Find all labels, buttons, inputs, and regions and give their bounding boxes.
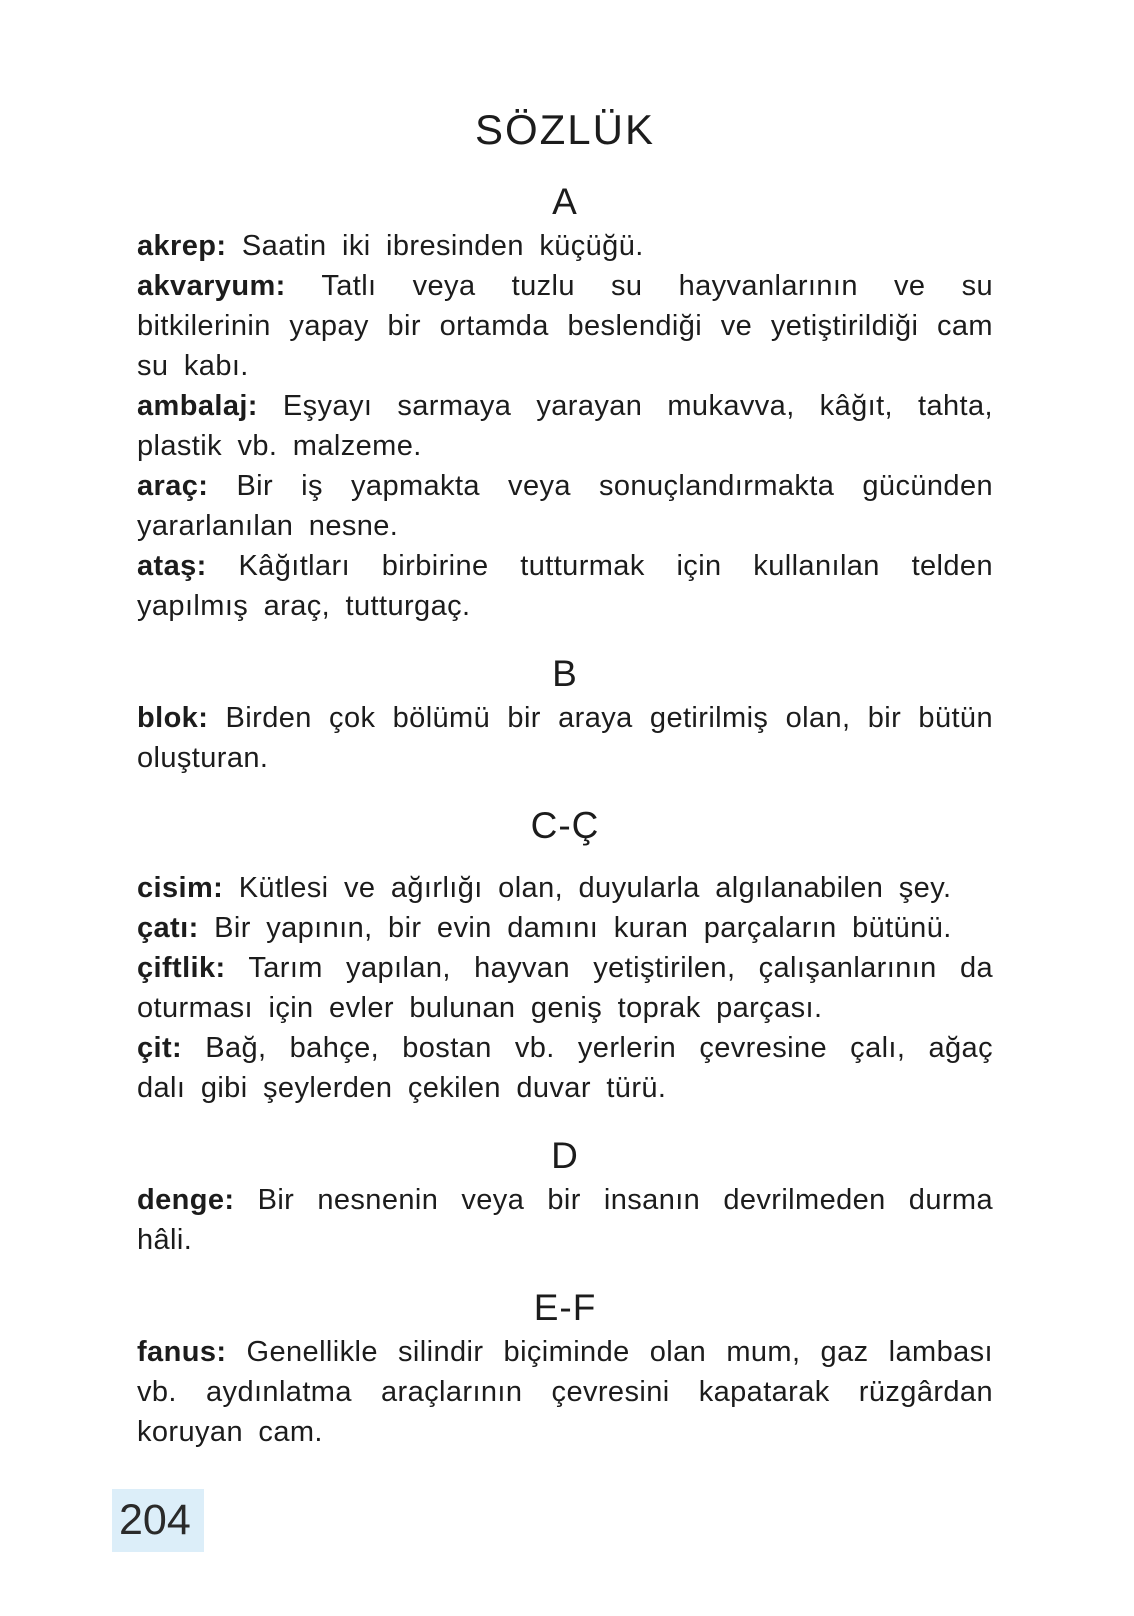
entry-term: ambalaj: [137, 390, 258, 422]
dictionary-entry [137, 266, 993, 386]
dictionary-section [137, 806, 993, 1108]
dictionary-entry [137, 546, 993, 626]
section-entries [137, 1332, 993, 1452]
dictionary-section [137, 654, 993, 778]
entry-term: fanus: [137, 1336, 227, 1368]
sections-container [137, 182, 993, 1452]
section-entries [137, 226, 993, 626]
text-column [137, 0, 993, 1452]
entry-definition: Bir yapının, bir evin damını kuran parçaların bütünü. [214, 912, 952, 944]
dictionary-section [137, 182, 993, 626]
dictionary-entry [137, 948, 993, 1028]
entry-definition: Kütlesi ve ağırlığı olan, duyularla algılanabilen şey. [238, 872, 952, 904]
page-number: 204 [112, 1489, 204, 1552]
page-title: SÖZLÜK [474, 106, 656, 153]
entry-term: akrep: [137, 230, 227, 262]
entry-definition: Bağ, bahçe, bostan vb. yerlerin çevresine çalı, ağaç dalı gibi şeylerden çekilen duvar türü. [137, 1032, 993, 1104]
entry-term: denge: [137, 1184, 235, 1216]
entry-term: akvaryum: [137, 270, 286, 302]
section-letter: C-Ç [530, 805, 600, 846]
dictionary-section [137, 1288, 993, 1452]
entry-definition: Tatlı veya tuzlu su hayvanlarının ve su bitkilerinin yapay bir ortamda beslendiği ve yetiştirildiği cam su kabı. [137, 270, 994, 382]
entry-definition: Bir nesnenin veya bir insanın devrilmeden durma hâli. [137, 1184, 993, 1256]
entry-definition: Genellikle silindir biçiminde olan mum, gaz lambası vb. aydınlatma araçlarının çevresini kapatarak rüzgârdan koruyan cam. [137, 1336, 993, 1448]
dictionary-entry [137, 386, 993, 466]
dictionary-entry [137, 466, 993, 546]
entry-term: araç: [137, 470, 209, 502]
section-letter: A [552, 181, 578, 222]
entry-definition: Kâğıtları birbirine tutturmak için kullanılan telden yapılmış araç, tutturgaç. [137, 550, 993, 622]
entry-term: çatı: [137, 912, 199, 944]
dictionary-entry [137, 226, 993, 266]
section-letter: D [551, 1135, 579, 1176]
dictionary-entry [137, 1180, 993, 1260]
entry-definition: Eşyayı sarmaya yarayan mukavva, kâğıt, tahta, plastik vb. malzeme. [137, 390, 993, 462]
entry-term: çiftlik: [137, 952, 226, 984]
entry-definition: Bir iş yapmakta veya sonuçlandırmakta gücünden yararlanılan nesne. [137, 470, 993, 542]
section-entries [137, 1180, 993, 1260]
section-entries [137, 698, 993, 778]
entry-term: ataş: [137, 550, 207, 582]
section-entries [137, 868, 993, 1108]
entry-definition: Saatin iki ibresinden küçüğü. [241, 230, 644, 262]
entry-term: blok: [137, 702, 209, 734]
dictionary-section [137, 1136, 993, 1260]
entry-definition: Birden çok bölümü bir araya getirilmiş olan, bir bütün oluşturan. [137, 702, 993, 774]
section-letter: B [552, 653, 578, 694]
entry-term: çit: [137, 1032, 183, 1064]
dictionary-entry [137, 1028, 993, 1108]
dictionary-entry [137, 868, 993, 908]
dictionary-entry [137, 1332, 993, 1452]
dictionary-entry [137, 698, 993, 778]
dictionary-entry [137, 908, 993, 948]
entry-definition: Tarım yapılan, hayvan yetiştirilen, çalışanlarının da oturması için evler bulunan geniş toprak parçası. [137, 952, 994, 1024]
entry-term: cisim: [137, 872, 224, 904]
section-letter: E-F [533, 1287, 597, 1328]
